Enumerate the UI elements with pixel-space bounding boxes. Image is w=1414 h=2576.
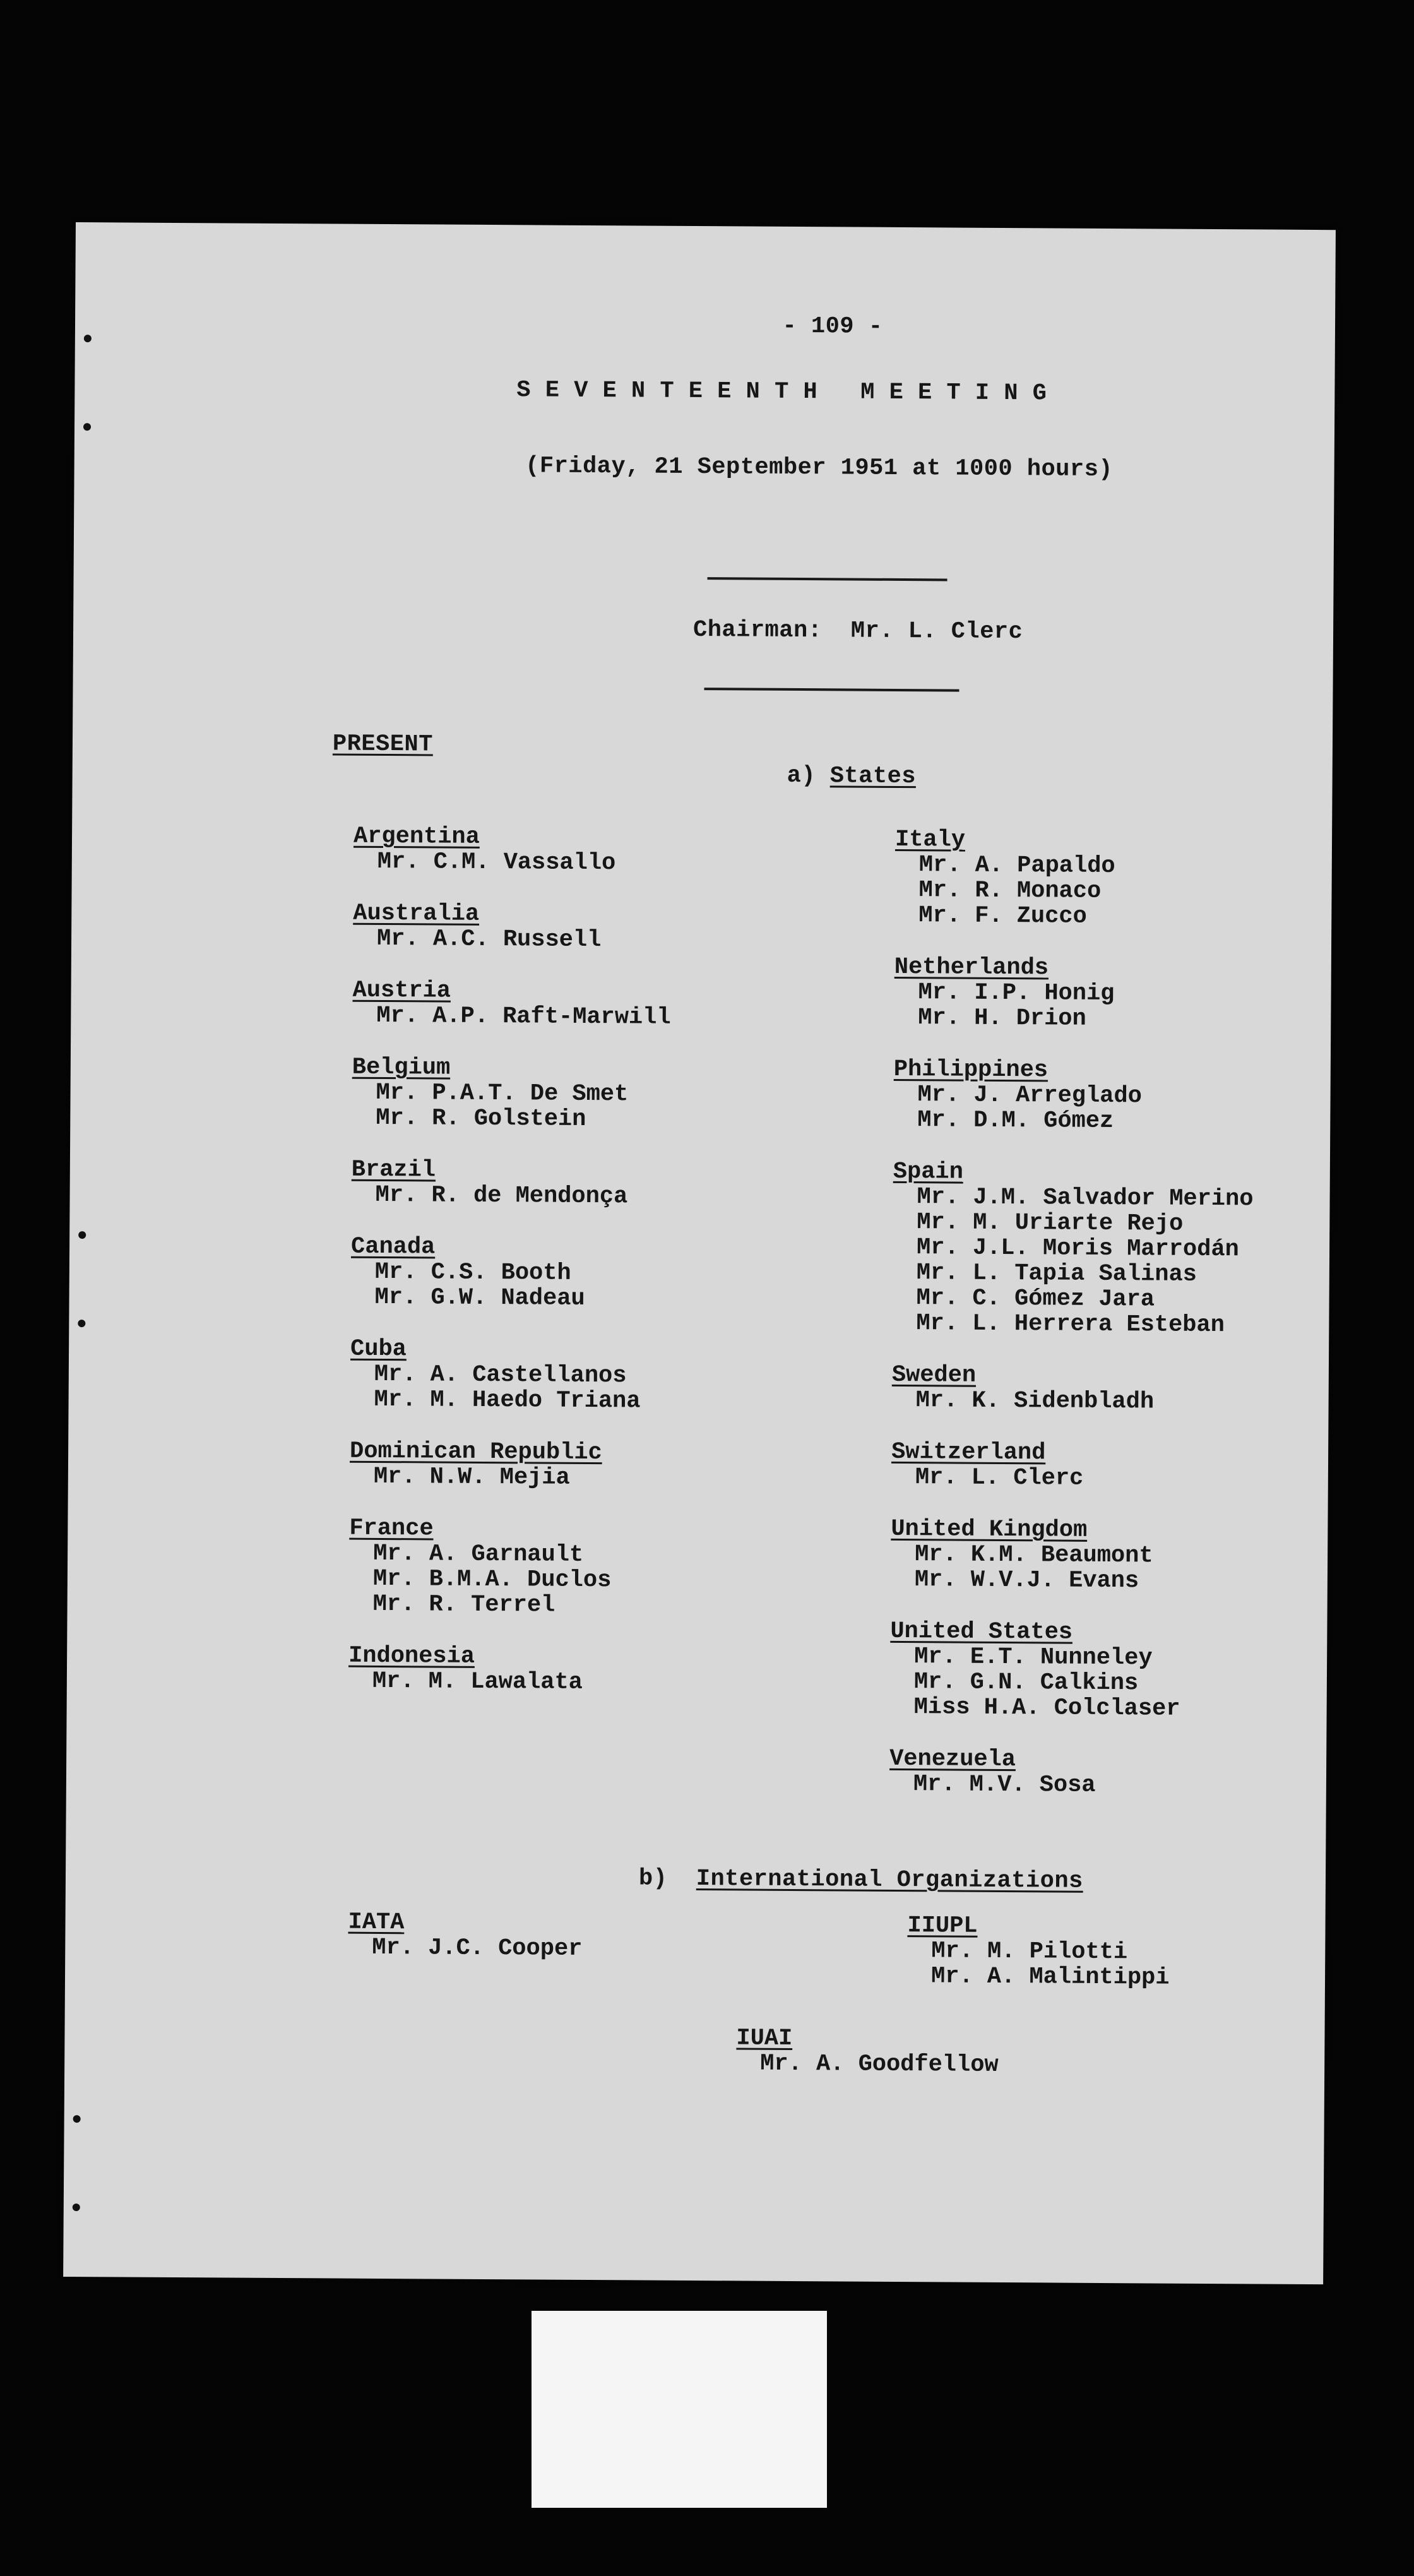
delegation-group	[353, 901, 602, 953]
delegate-name: Mr. A.C. Russell	[376, 925, 602, 954]
delegate-name: Mr. J.L. Moris Marrodán	[916, 1234, 1239, 1263]
page-number: - 109 -	[782, 313, 883, 340]
delegate-name: Mr. H. Drion	[918, 1005, 1086, 1032]
delegation-group	[892, 1159, 1254, 1338]
delegation-group	[891, 1517, 1153, 1594]
delegate-name: Mr. B.M.A. Duclos	[372, 1565, 612, 1594]
delegation-group	[350, 1234, 585, 1311]
delegation-group	[354, 824, 616, 876]
country-name: Belgium	[352, 1054, 451, 1082]
punch-hole	[73, 2203, 80, 2211]
country-name: Dominican Republic	[349, 1438, 602, 1467]
divider-top	[708, 577, 948, 581]
country-name: Italy	[894, 826, 966, 854]
delegate-name: Mr. F. Zucco	[918, 902, 1087, 930]
delegate-name: Mr. G.N. Calkins	[913, 1669, 1139, 1697]
delegate-name: Mr. E.T. Nunneley	[914, 1643, 1153, 1672]
country-name: Sweden	[891, 1361, 977, 1389]
delegate-name: Mr. L. Herrera Esteban	[916, 1310, 1225, 1339]
document-page	[63, 222, 1336, 2284]
org-name: IIUPL	[907, 1912, 978, 1940]
delegation-group	[348, 1643, 583, 1695]
delegate-name: Mr. C. Gómez Jara	[916, 1285, 1155, 1313]
delegate-name: Mr. C.M. Vassallo	[377, 848, 616, 877]
delegation-group	[890, 1619, 1181, 1722]
org-member: Mr. J.C. Cooper	[372, 1934, 583, 1962]
organizations-prefix: b)	[638, 1865, 696, 1893]
punch-hole	[78, 1320, 85, 1327]
delegation-group	[894, 955, 1115, 1032]
country-name: Cuba	[350, 1335, 407, 1363]
delegate-name: Mr. D.M. Gómez	[917, 1107, 1114, 1135]
delegation-group	[891, 1440, 1084, 1491]
country-name: Brazil	[351, 1156, 436, 1184]
states-prefix: a)	[787, 762, 830, 790]
country-name: Spain	[893, 1158, 963, 1186]
country-name: Austria	[352, 977, 451, 1005]
delegation-group	[352, 978, 671, 1030]
divider-bottom	[704, 688, 959, 691]
country-name: Argentina	[353, 823, 480, 850]
punch-hole	[84, 335, 92, 342]
delegate-name: Mr. I.P. Honig	[918, 979, 1115, 1008]
punch-hole	[78, 1231, 86, 1239]
delegation-group	[350, 1337, 641, 1414]
delegation-group	[349, 1516, 612, 1619]
delegate-name: Mr. L. Tapia Salinas	[916, 1260, 1197, 1288]
delegate-name: Mr. P.A.T. De Smet	[376, 1079, 629, 1108]
delegate-name: Mr. C.S. Booth	[374, 1258, 571, 1287]
country-name: Venezuela	[889, 1745, 1016, 1774]
country-name: France	[349, 1515, 434, 1542]
org-name: IUAI	[736, 2025, 793, 2052]
org-iuai	[736, 2025, 999, 2078]
delegate-name: Mr. R. Terrel	[372, 1590, 556, 1619]
country-name: Philippines	[893, 1056, 1049, 1084]
country-name: Netherlands	[894, 953, 1049, 982]
org-member: Mr. M. Pilotti	[931, 1938, 1128, 1966]
meeting-date: (Friday, 21 September 1951 at 1000 hours)	[525, 453, 1114, 484]
org-name: IATA	[348, 1909, 405, 1936]
delegate-name: Mr. M.V. Sosa	[913, 1771, 1096, 1799]
country-name: Australia	[353, 900, 480, 927]
delegation-group	[889, 1746, 1096, 1798]
delegation-group	[351, 1157, 627, 1210]
delegate-name: Mr. K. Sidenbladh	[915, 1387, 1155, 1416]
delegate-name: Mr. L. Clerc	[915, 1464, 1084, 1492]
chairman-line: Chairman: Mr. L. Clerc	[692, 616, 1023, 646]
delegate-name: Mr. M. Haedo Triana	[374, 1386, 641, 1415]
country-name: Canada	[350, 1233, 436, 1261]
present-heading: PRESENT	[332, 730, 434, 758]
delegate-name: Mr. A. Castellanos	[374, 1361, 627, 1390]
country-name: Indonesia	[348, 1642, 475, 1670]
delegate-name: Mr. N.W. Mejia	[373, 1463, 570, 1491]
org-iiupl	[907, 1913, 1170, 1991]
country-name: United States	[890, 1618, 1073, 1646]
delegate-name: Mr. G.W. Nadeau	[374, 1284, 585, 1312]
delegate-name: Mr. R. de Mendonça	[375, 1181, 628, 1210]
delegate-name: Mr. R. Monaco	[918, 877, 1102, 905]
punch-hole	[83, 423, 91, 431]
states-label: States	[829, 763, 917, 790]
delegate-name: Miss H.A. Colclaser	[913, 1694, 1180, 1722]
blank-card	[532, 2311, 827, 2508]
org-member: Mr. A. Goodfellow	[760, 2050, 999, 2078]
organizations-heading	[639, 1866, 1083, 1893]
country-name: United Kingdom	[891, 1515, 1088, 1544]
delegate-name: Mr. W.V.J. Evans	[914, 1566, 1139, 1595]
organizations-label: International Organizations	[696, 1866, 1083, 1895]
delegation-group	[352, 1055, 628, 1133]
org-member: Mr. A. Malintippi	[930, 1963, 1170, 1991]
org-iata	[348, 1910, 583, 1962]
delegate-name: Mr. J.M. Salvador Merino	[917, 1184, 1254, 1213]
delegate-name: Mr. K.M. Beaumont	[915, 1541, 1153, 1570]
country-name: Switzerland	[891, 1438, 1046, 1467]
meeting-title: S E V E N T E E N T H M E E T I N G	[516, 377, 1047, 407]
delegate-name: Mr. R. Golstein	[376, 1104, 586, 1133]
delegate-name: Mr. A. Garnault	[372, 1540, 584, 1568]
states-heading	[787, 763, 917, 789]
delegation-group	[350, 1439, 602, 1491]
delegate-name: Mr. J. Arreglado	[917, 1082, 1142, 1110]
delegation-group	[894, 827, 1115, 929]
delegate-name: Mr. A.P. Raft-Marwill	[376, 1002, 671, 1031]
delegate-name: Mr. M. Lawalata	[372, 1667, 583, 1696]
delegate-name: Mr. A. Papaldo	[918, 852, 1115, 880]
punch-hole	[73, 2115, 81, 2123]
delegation-group	[892, 1363, 1155, 1415]
delegation-group	[893, 1057, 1142, 1134]
delegate-name: Mr. M. Uriarte Rejo	[917, 1209, 1184, 1237]
